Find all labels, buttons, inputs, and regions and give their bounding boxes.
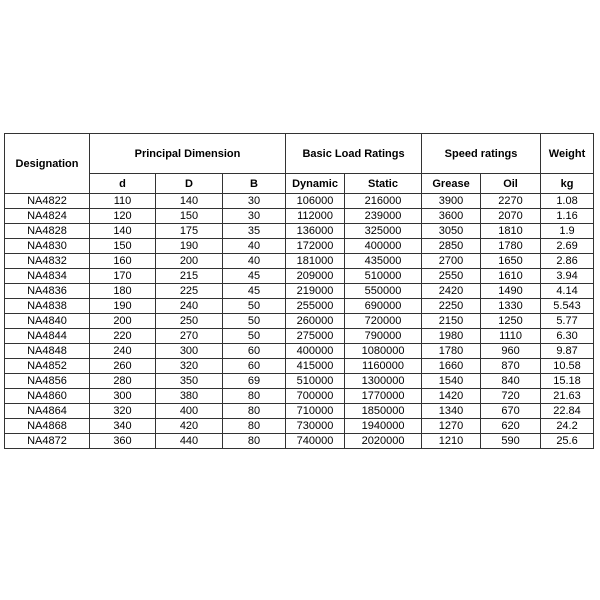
b-cell: 45: [223, 269, 286, 284]
designation-cell: NA4864: [5, 404, 90, 419]
outer-d-cell: 225: [156, 284, 223, 299]
sub-header-row: [5, 174, 594, 194]
grease-cell: 2850: [422, 239, 481, 254]
designation-cell: NA4840: [5, 314, 90, 329]
b-header: B: [223, 174, 286, 194]
static-cell: 1080000: [345, 344, 422, 359]
grease-cell: 2700: [422, 254, 481, 269]
static-cell: 690000: [345, 299, 422, 314]
table-row: [5, 254, 594, 269]
grease-cell: 2420: [422, 284, 481, 299]
kg-header: kg: [541, 174, 594, 194]
designation-cell: NA4822: [5, 194, 90, 209]
dynamic-cell: 219000: [286, 284, 345, 299]
d-header: d: [90, 174, 156, 194]
b-cell: 69: [223, 374, 286, 389]
group-header-row: [5, 134, 594, 174]
weight-cell: 1.16: [541, 209, 594, 224]
speed-ratings-header: Speed ratings: [422, 134, 541, 174]
table-row: [5, 389, 594, 404]
designation-cell: NA4844: [5, 329, 90, 344]
table-row: [5, 329, 594, 344]
oil-cell: 870: [481, 359, 541, 374]
table-row: [5, 344, 594, 359]
d-cell: 300: [90, 389, 156, 404]
grease-cell: 1780: [422, 344, 481, 359]
dynamic-cell: 255000: [286, 299, 345, 314]
designation-cell: NA4836: [5, 284, 90, 299]
b-cell: 45: [223, 284, 286, 299]
oil-cell: 1490: [481, 284, 541, 299]
weight-cell: 22.84: [541, 404, 594, 419]
dynamic-cell: 209000: [286, 269, 345, 284]
outer-d-cell: 140: [156, 194, 223, 209]
static-cell: 216000: [345, 194, 422, 209]
grease-cell: 1980: [422, 329, 481, 344]
designation-header: Designation: [5, 134, 90, 194]
designation-cell: NA4834: [5, 269, 90, 284]
static-cell: 510000: [345, 269, 422, 284]
outer-d-cell: 175: [156, 224, 223, 239]
outer-d-cell: 250: [156, 314, 223, 329]
weight-cell: 5.77: [541, 314, 594, 329]
dynamic-cell: 260000: [286, 314, 345, 329]
b-cell: 50: [223, 329, 286, 344]
designation-cell: NA4830: [5, 239, 90, 254]
dynamic-cell: 740000: [286, 434, 345, 449]
d-cell: 240: [90, 344, 156, 359]
static-header: Static: [345, 174, 422, 194]
b-cell: 50: [223, 299, 286, 314]
grease-cell: 2250: [422, 299, 481, 314]
table-body: [5, 194, 594, 449]
outer-d-cell: 440: [156, 434, 223, 449]
designation-cell: NA4856: [5, 374, 90, 389]
table-row: [5, 404, 594, 419]
static-cell: 720000: [345, 314, 422, 329]
oil-cell: 1110: [481, 329, 541, 344]
d-cell: 280: [90, 374, 156, 389]
dynamic-cell: 136000: [286, 224, 345, 239]
d-cell: 260: [90, 359, 156, 374]
weight-cell: 15.18: [541, 374, 594, 389]
oil-cell: 960: [481, 344, 541, 359]
oil-header: Oil: [481, 174, 541, 194]
b-cell: 80: [223, 404, 286, 419]
table-row: [5, 299, 594, 314]
grease-cell: 3050: [422, 224, 481, 239]
table-row: [5, 194, 594, 209]
grease-header: Grease: [422, 174, 481, 194]
bearing-spec-table: [4, 133, 594, 449]
d-cell: 140: [90, 224, 156, 239]
weight-cell: 10.58: [541, 359, 594, 374]
b-cell: 40: [223, 239, 286, 254]
d-cell: 180: [90, 284, 156, 299]
principal-dimension-header: Principal Dimension: [90, 134, 286, 174]
oil-cell: 670: [481, 404, 541, 419]
weight-header: Weight: [541, 134, 594, 174]
dynamic-cell: 106000: [286, 194, 345, 209]
d-cell: 320: [90, 404, 156, 419]
outer-d-cell: 190: [156, 239, 223, 254]
outer-d-cell: 420: [156, 419, 223, 434]
weight-cell: 2.69: [541, 239, 594, 254]
outer-d-cell: 215: [156, 269, 223, 284]
b-cell: 60: [223, 359, 286, 374]
outer-d-cell: 350: [156, 374, 223, 389]
static-cell: 790000: [345, 329, 422, 344]
designation-cell: NA4828: [5, 224, 90, 239]
dynamic-cell: 112000: [286, 209, 345, 224]
weight-cell: 6.30: [541, 329, 594, 344]
outer-d-cell: 300: [156, 344, 223, 359]
static-cell: 1850000: [345, 404, 422, 419]
grease-cell: 3600: [422, 209, 481, 224]
outer-d-cell: 240: [156, 299, 223, 314]
d-cell: 220: [90, 329, 156, 344]
d-cell: 360: [90, 434, 156, 449]
dynamic-cell: 172000: [286, 239, 345, 254]
dynamic-cell: 275000: [286, 329, 345, 344]
b-cell: 40: [223, 254, 286, 269]
designation-cell: NA4860: [5, 389, 90, 404]
static-cell: 400000: [345, 239, 422, 254]
d-cell: 120: [90, 209, 156, 224]
designation-cell: NA4872: [5, 434, 90, 449]
d-cell: 110: [90, 194, 156, 209]
static-cell: 1770000: [345, 389, 422, 404]
static-cell: 325000: [345, 224, 422, 239]
grease-cell: 1540: [422, 374, 481, 389]
static-cell: 1300000: [345, 374, 422, 389]
outer-d-cell: 320: [156, 359, 223, 374]
oil-cell: 720: [481, 389, 541, 404]
weight-cell: 9.87: [541, 344, 594, 359]
oil-cell: 2270: [481, 194, 541, 209]
b-cell: 80: [223, 389, 286, 404]
oil-cell: 840: [481, 374, 541, 389]
designation-cell: NA4832: [5, 254, 90, 269]
b-cell: 80: [223, 419, 286, 434]
oil-cell: 620: [481, 419, 541, 434]
dynamic-header: Dynamic: [286, 174, 345, 194]
b-cell: 50: [223, 314, 286, 329]
grease-cell: 2150: [422, 314, 481, 329]
weight-cell: 21.63: [541, 389, 594, 404]
static-cell: 2020000: [345, 434, 422, 449]
designation-cell: NA4824: [5, 209, 90, 224]
grease-cell: 2550: [422, 269, 481, 284]
oil-cell: 2070: [481, 209, 541, 224]
dynamic-cell: 730000: [286, 419, 345, 434]
weight-cell: 2.86: [541, 254, 594, 269]
dynamic-cell: 181000: [286, 254, 345, 269]
oil-cell: 1650: [481, 254, 541, 269]
d-cell: 160: [90, 254, 156, 269]
d-cell: 170: [90, 269, 156, 284]
d-cell: 340: [90, 419, 156, 434]
table-row: [5, 239, 594, 254]
table-row: [5, 434, 594, 449]
b-cell: 35: [223, 224, 286, 239]
weight-cell: 25.6: [541, 434, 594, 449]
b-cell: 80: [223, 434, 286, 449]
dynamic-cell: 700000: [286, 389, 345, 404]
grease-cell: 1340: [422, 404, 481, 419]
static-cell: 1160000: [345, 359, 422, 374]
oil-cell: 1810: [481, 224, 541, 239]
designation-cell: NA4868: [5, 419, 90, 434]
static-cell: 550000: [345, 284, 422, 299]
b-cell: 60: [223, 344, 286, 359]
dynamic-cell: 415000: [286, 359, 345, 374]
outer-d-cell: 270: [156, 329, 223, 344]
dynamic-cell: 400000: [286, 344, 345, 359]
outer-d-cell: 400: [156, 404, 223, 419]
table-row: [5, 224, 594, 239]
designation-cell: NA4852: [5, 359, 90, 374]
static-cell: 1940000: [345, 419, 422, 434]
grease-cell: 1270: [422, 419, 481, 434]
outer-d-header: D: [156, 174, 223, 194]
weight-cell: 4.14: [541, 284, 594, 299]
designation-cell: NA4838: [5, 299, 90, 314]
table-row: [5, 374, 594, 389]
table-row: [5, 269, 594, 284]
grease-cell: 1420: [422, 389, 481, 404]
oil-cell: 1780: [481, 239, 541, 254]
weight-cell: 1.9: [541, 224, 594, 239]
weight-cell: 3.94: [541, 269, 594, 284]
static-cell: 435000: [345, 254, 422, 269]
grease-cell: 1210: [422, 434, 481, 449]
b-cell: 30: [223, 194, 286, 209]
oil-cell: 1250: [481, 314, 541, 329]
weight-cell: 24.2: [541, 419, 594, 434]
table-row: [5, 284, 594, 299]
outer-d-cell: 150: [156, 209, 223, 224]
table-row: [5, 419, 594, 434]
oil-cell: 1330: [481, 299, 541, 314]
d-cell: 150: [90, 239, 156, 254]
outer-d-cell: 200: [156, 254, 223, 269]
static-cell: 239000: [345, 209, 422, 224]
dynamic-cell: 510000: [286, 374, 345, 389]
table-row: [5, 209, 594, 224]
weight-cell: 1.08: [541, 194, 594, 209]
b-cell: 30: [223, 209, 286, 224]
weight-cell: 5.543: [541, 299, 594, 314]
oil-cell: 590: [481, 434, 541, 449]
table-row: [5, 314, 594, 329]
outer-d-cell: 380: [156, 389, 223, 404]
table-row: [5, 359, 594, 374]
d-cell: 190: [90, 299, 156, 314]
basic-load-ratings-header: Basic Load Ratings: [286, 134, 422, 174]
oil-cell: 1610: [481, 269, 541, 284]
grease-cell: 3900: [422, 194, 481, 209]
designation-cell: NA4848: [5, 344, 90, 359]
dynamic-cell: 710000: [286, 404, 345, 419]
d-cell: 200: [90, 314, 156, 329]
grease-cell: 1660: [422, 359, 481, 374]
